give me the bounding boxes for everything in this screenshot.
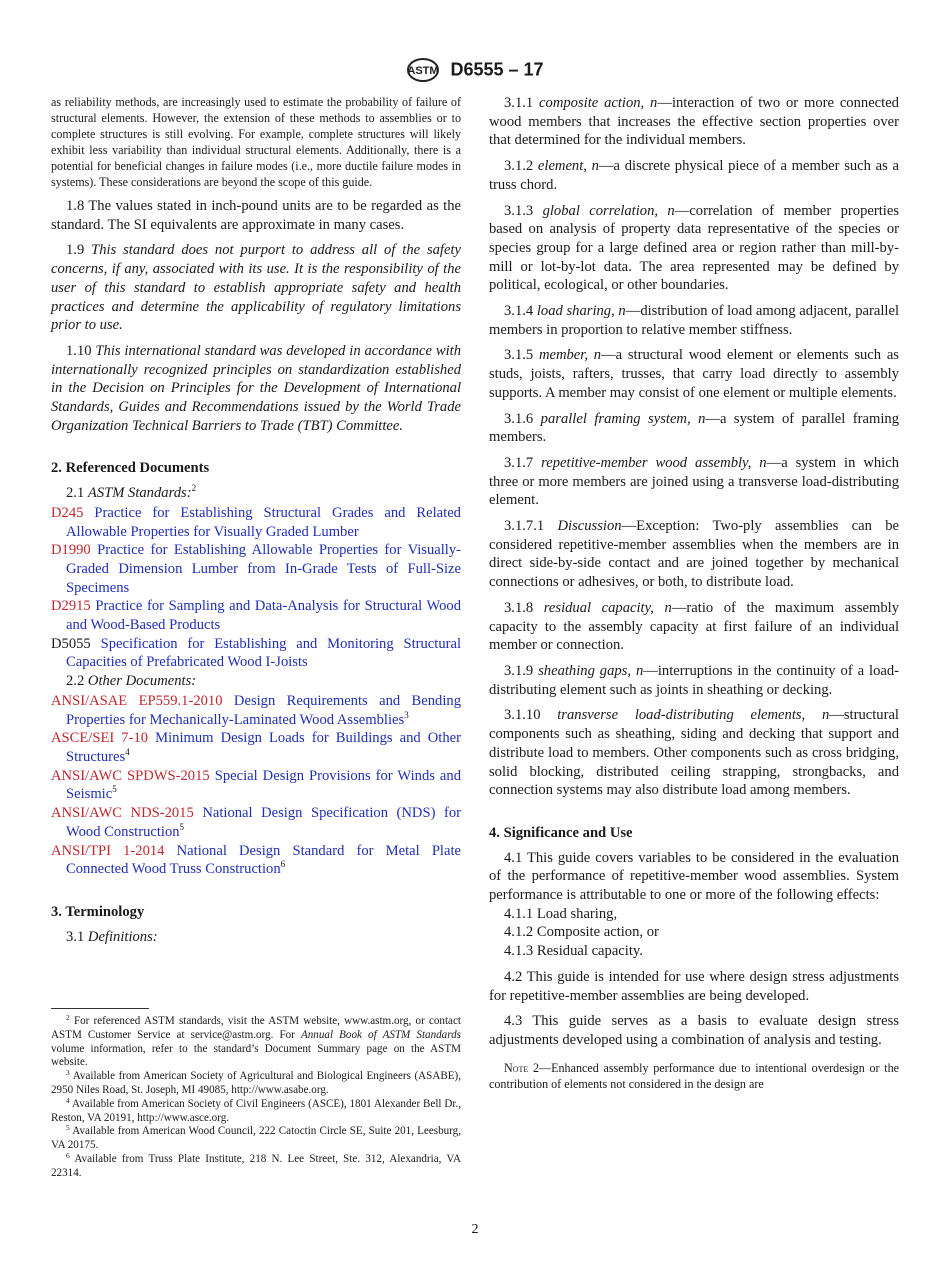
other-ref-asae[interactable]: ANSI/ASAE EP559.1-2010 Design Requirements and Bending Properties for Mechanically-Laminated Wood Assemblies$^3$ <box>51 692 462 728</box>
section-4-1-2: 4.1.2 Composite action, or <box>504 924 659 941</box>
other-ref-tpi[interactable]: ANSI/TPI 1-2014 National Design Standard for Metal Plate Connected Wood Truss Construction$^6$ <box>51 842 461 878</box>
footnote-divider <box>51 1008 149 1009</box>
definition-3-1-4: 3.1.4 load sharing, n—distribution of load among adjacent, parallel members in proportion to relative member stiffness. <box>489 303 899 338</box>
footnote-3: $^3$ Available from American Society of Agricultural and Biological Engineers (ASABE), 2950 Niles Road, St. Joseph, MI 49085, http://www.asabe.org. <box>51 1068 461 1096</box>
other-ref-spdws[interactable]: ANSI/AWC SPDWS-2015 Special Design Provisions for Winds and Seismic$^5$ <box>51 767 461 803</box>
definitions-list <box>489 94 899 800</box>
other-ref-asce[interactable]: ASCE/SEI 7-10 Minimum Design Loads for Buildings and Other Structures$^4$ <box>51 730 461 765</box>
footnote-4: $^4$ Available from American Society of Civil Engineers (ASCE), 1801 Alexander Bell Dr., Reston, VA 20191, http://www.asce.org. <box>51 1095 461 1124</box>
footnote-5: $^5$ Available from American Wood Council, 222 Catoctin Circle SE, Suite 201, Leesburg, VA 20175. <box>51 1123 461 1152</box>
astm-logo-icon <box>406 57 440 83</box>
definition-3-1-9: 3.1.9 sheathing gaps, n—interruptions in the continuity of a load-distributing element such as joints in sheathing or decking. <box>489 662 900 698</box>
section-3-1: 3.1 Definitions: <box>66 928 158 945</box>
section-4-1-1: 4.1.1 Load sharing, <box>504 905 618 922</box>
astm-ref-d5055[interactable]: D5055 Specification for Establishing and Monitoring Structural Capacities of Prefabricated Wood I-Joists <box>51 635 462 671</box>
astm-ref-d1990[interactable]: D1990 Practice for Establishing Allowable Properties for Visually-Graded Dimension Lumber from In-Grade Tests of Full-Size Specimens <box>51 542 462 596</box>
astm-ref-d2915[interactable]: D2915 Practice for Sampling and Data-Analysis for Structural Wood and Wood-Based Products <box>51 598 461 634</box>
section-4-heading: 4. Significance and Use <box>489 824 633 841</box>
definition-3-1-6: 3.1.6 parallel framing system, n—a system of parallel framing members. <box>489 410 900 446</box>
section-1-8: 1.8 The values stated in inch-pound units are to be regarded as the standard. The SI equivalents are approximate in many cases. <box>51 198 461 233</box>
astm-ref-d245[interactable]: D245 Practice for Establishing Structural Grades and Related Allowable Properties for Visually Graded Lumber <box>51 504 461 540</box>
section-2-heading: 2. Referenced Documents <box>51 460 210 477</box>
definition-3-1-10: 3.1.10 transverse load-distributing elements, n—structural components such as sheathing, siding and decking that support and distribute load to members. Other components such as cross bridging, solid blocking, distributed ceiling strapping, strongbacks, and connection systems may also distribute load among members. <box>489 707 899 799</box>
definition-3-1-2: 3.1.2 element, n—a discrete physical piece of a member such as a truss chord. <box>489 158 899 193</box>
left-column <box>51 94 461 947</box>
section-1-9: 1.9 This standard does not purport to address all of the safety concerns, if any, associated with its use. It is the responsibility of the user of this standard to establish appropriate safety and health practices and determine the applicability of regulatory limitations prior to use. <box>51 242 461 334</box>
section-2-1: 2.1 ASTM Standards:$^2$ <box>66 483 197 502</box>
right-column <box>489 94 899 1099</box>
intro-paragraph: as reliability methods, are increasingly used to estimate the probability of failure of structural elements. However, the extension of these methods to assemblies or to complete structures is still evolving. For example, complete structures will likely exhibit less variability than individual structural elements. Additionally, there is a potential for beneficial changes in failure modes (i.e., more ductile failure modes in systems). These considerations are beyond the scope of this guide. <box>51 95 461 189</box>
page-number: 2 <box>471 1222 479 1237</box>
definition-3-1-3: 3.1.3 global correlation, n—correlation of member properties based on analysis of property data representative of the species or species group for a large defined area or region rather than mill-by-mill or lot-by-lot data. The area represented may be defined by political, ecological, or other boundaries. <box>489 202 899 294</box>
section-4-1: 4.1 This guide covers variables to be considered in the evaluation of the performance of repetitive-member wood assemblies. System performance is attributable to one or more of the following effects: <box>489 849 899 904</box>
other-ref-nds[interactable]: ANSI/AWC NDS-2015 National Design Specification (NDS) for Wood Construction$^5$ <box>51 805 461 840</box>
definition-3-1-7-1: 3.1.7.1 Discussion—Exception: Two-ply assemblies can be considered repetitive-member assemblies when the members are in direct side-by-side contact and are joined together by mechanical connections or adhesives, or both, to distribute load. <box>489 518 899 591</box>
section-4-3: 4.3 This guide serves as a basis to evaluate design stress adjustments developed using a combination of analysis and testing. <box>489 1013 899 1048</box>
svg-text:ASTM: ASTM <box>407 65 440 77</box>
section-4-2: 4.2 This guide is intended for use where design stress adjustments for repetitive-member assemblies are being developed. <box>489 968 900 1004</box>
footnotes <box>51 1015 461 1181</box>
section-4-1-3: 4.1.3 Residual capacity. <box>504 943 643 960</box>
document-id: D6555 – 17 <box>450 59 544 80</box>
definition-3-1-8: 3.1.8 residual capacity, n—ratio of the maximum assembly capacity to the assembly capacity at first failure of an individual member or connection. <box>489 599 899 654</box>
section-1-10: 1.10 This international standard was developed in accordance with internationally recognized principles on standardization established in the Decision on Principles for the Development of International Standards, Guides and Recommendations issued by the World Trade Organization Technical Barriers to Trade (TBT) Committee. <box>51 342 461 434</box>
page-header <box>0 57 950 83</box>
section-2-2: 2.2 Other Documents: <box>66 673 197 690</box>
footnote-6: $^6$ Available from Truss Plate Institute, 218 N. Lee Street, Ste. 312, Alexandria, VA 22314. <box>51 1150 461 1179</box>
definition-3-1-7: 3.1.7 repetitive-member wood assembly, n—a system in which three or more members are joined using a transverse load-distributing element. <box>489 454 899 509</box>
note-2: Note 2—Enhanced assembly performance due to intentional overdesign or the contribution of elements not considered in the design are <box>489 1060 899 1091</box>
definition-3-1-5: 3.1.5 member, n—a structural wood element or elements such as studs, joists, rafters, trusses, that carry load directly to assembly supports. A member may consist of one element or multiple elements. <box>489 347 899 401</box>
footnote-2: $^2$ For referenced ASTM standards, visit the ASTM website, www.astm.org, or contact ASTM Customer Service at service@astm.org. For Annual Book of ASTM Standards volume information, refer to the standard’s Document Summary page on the ASTM website. <box>51 1013 461 1069</box>
section-3-heading: 3. Terminology <box>51 903 145 920</box>
definition-3-1-1: 3.1.1 composite action, n—interaction of two or more connected wood members that increases the effective section properties over that determined for the individual members. <box>489 95 899 149</box>
